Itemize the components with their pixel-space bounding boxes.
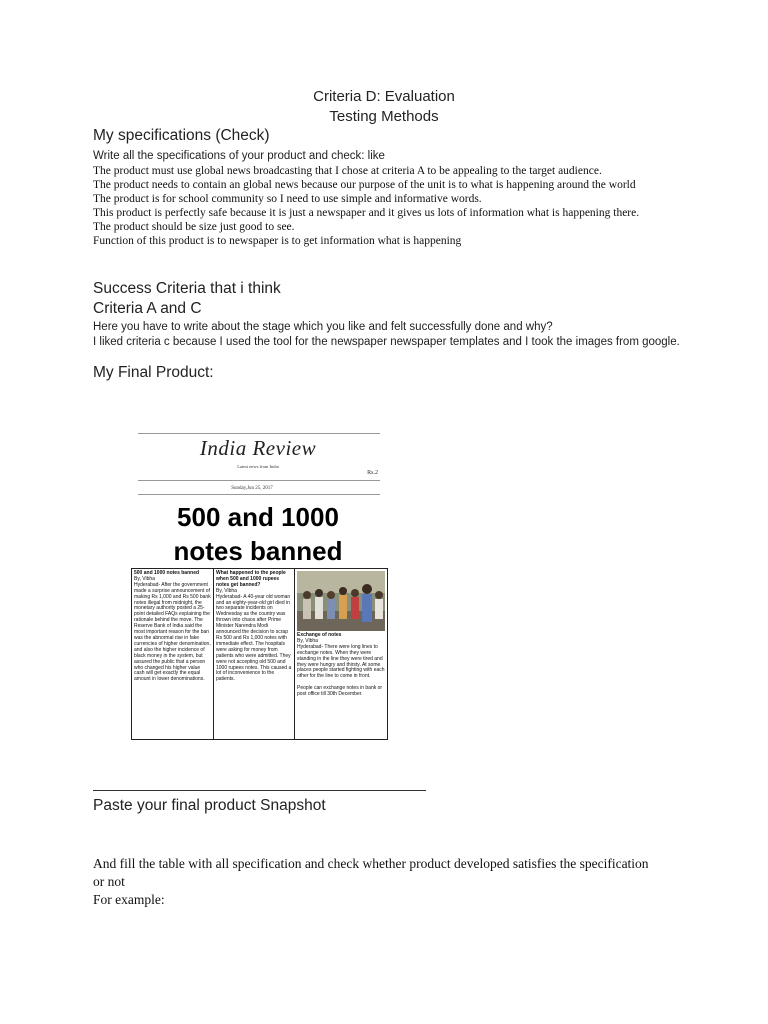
success-criteria-heading: Success Criteria that i think (93, 280, 281, 297)
divider-line (93, 790, 426, 791)
page-subtitle: Testing Methods (329, 108, 439, 125)
success-answer: I liked criteria c because I used the tool for the newspaper newspaper templates and I took the images from google. (93, 335, 680, 348)
newspaper-snapshot (128, 428, 388, 740)
spec-item: The product must use global news broadcasting that I chose at criteria A to be appealing to the target audience. (93, 164, 602, 177)
specifications-instruction: Write all the specifications of your product and check: like (93, 150, 385, 162)
article-column (214, 569, 295, 739)
spec-item: The product is for school community so I need to use simple and informative words. (93, 192, 482, 205)
newspaper-headline (128, 500, 388, 568)
specifications-heading: My specifications (Check) (93, 127, 270, 144)
article-title: Exchange of notes (297, 632, 342, 638)
snapshot-caption: Paste your final product Snapshot (93, 797, 326, 814)
article-title: What happened to the people when 500 and 1000 rupees notes get banned? (216, 570, 286, 588)
specifications-body (93, 149, 683, 248)
spec-item: Function of this product is to newspaper is to get information what is happening (93, 234, 462, 247)
article-body: People can exchange notes in bank or post office till 30th December. (297, 685, 383, 698)
newspaper-tagline: Latest news from India (237, 464, 279, 469)
article-byline: By, Vibha (216, 587, 237, 594)
page-title: Criteria D: Evaluation (313, 88, 455, 105)
article-title: 500 and 1000 notes banned (134, 570, 200, 576)
crowd-photo-image (297, 571, 385, 631)
success-instruction: Here you have to write about the stage which you like and felt successfully done and why? (93, 321, 553, 333)
success-criteria-body (93, 320, 683, 349)
newspaper-price: Rs.2 (367, 470, 378, 476)
headline-line: notes banned (173, 536, 343, 566)
newspaper-date: Sunday,Jun 25, 2017 (231, 486, 273, 491)
newspaper-columns (131, 568, 388, 740)
article-body: Hyderabad- There were long lines to exchange notes. When they were standing in the line they were tired and they were hungry and thirsty. At some places people started fighting with each other for the line to come in front. (297, 643, 385, 680)
rule-line (138, 480, 380, 481)
article-column (132, 569, 214, 739)
rule-line (138, 433, 380, 434)
article-body: Hyderabad- After the government made a surprise announcement of making Rs 1,000 and Rs 500 bank notes illegal from midnight, the monetary authority posted a 25-point detailed FAQs explaining the rationale behind the move. The Reserve Bank of India said the most important reason for the ban was the abnormal rise in fake currencies of higher denomination, and also the higher incidence of black money in the system, but assured the public that a person who changed his higher value cash will get exactly the equal amount in lower denominations. (134, 581, 211, 683)
rule-line (138, 494, 380, 495)
spec-item: The product needs to contain an global news because our purpose of the unit is to what is happening around the world (93, 178, 636, 191)
article-column (295, 569, 387, 739)
spec-item: The product should be size just good to see. (93, 220, 295, 233)
final-product-heading: My Final Product: (93, 364, 214, 381)
criteria-subheading: Criteria A and C (93, 300, 202, 317)
newspaper-masthead: India Review (199, 436, 317, 460)
article-byline: By, Vibha (297, 637, 318, 644)
article-body: Hyderabad- A 40-year old woman and an eighty-year-old girl died in two separate incidents on Wednesday as the country was thrown into chaos after Prime Minister Narendra Modi announced the decision to scrap Rs 500 and Rs 1,000 notes with immediate effect. The hospitals were asking for money from patients who were admitted. They were not accepting old 500 and 1000 rupees notes. This caused a lot of inconvenience to the patients. (216, 593, 292, 683)
closing-paragraph (93, 855, 663, 909)
article-byline: By, Vibha (134, 575, 155, 582)
closing-text: And fill the table with all specification and check whether product developed satisfies the specification or not (93, 856, 649, 889)
crowd-photo (297, 571, 385, 631)
spec-item: This product is perfectly safe because it is just a newspaper and it gives us lots of information what is happening there. (93, 206, 640, 219)
closing-example: For example: (93, 892, 165, 907)
headline-line: 500 and 1000 (177, 502, 339, 532)
